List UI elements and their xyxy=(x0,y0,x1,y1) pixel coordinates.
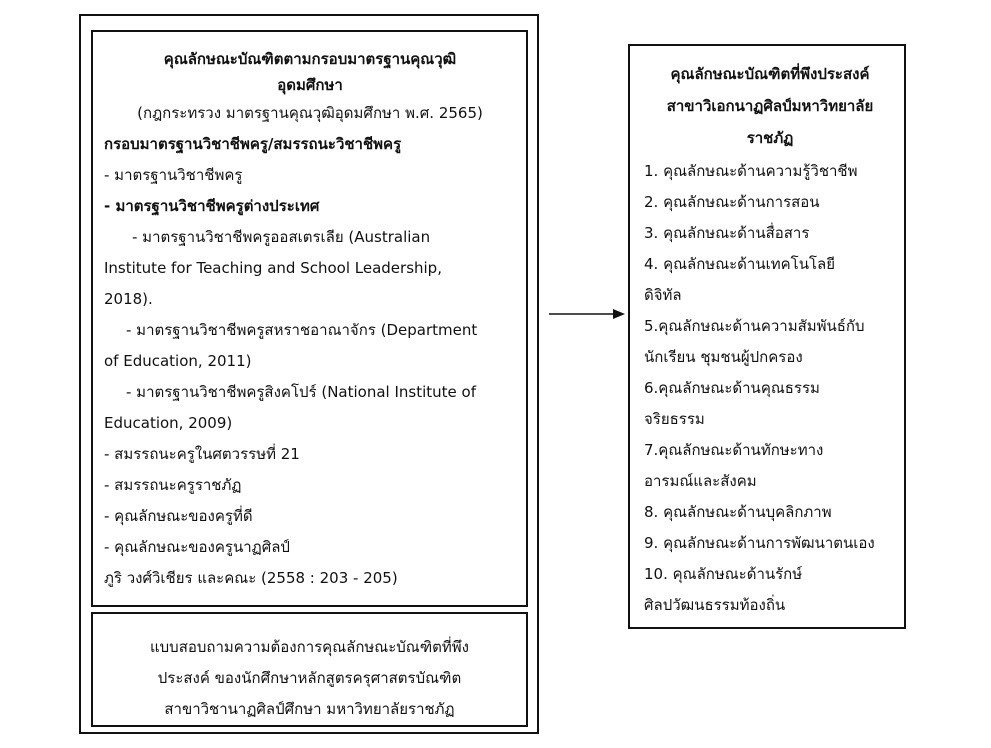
characteristic-line: 2. คุณลักษณะด้านการสอน xyxy=(644,193,820,211)
characteristic-line: ศิลปวัฒนธรรมท้องถิ่น xyxy=(644,596,786,614)
aus-line-3: 2018). xyxy=(104,290,153,308)
uk-line-1: - มาตรฐานวิชาชีพครูสหราชอาณาจักร (Department xyxy=(126,321,478,339)
questionnaire-line-3: สาขาวิชานาฏศิลป์ศึกษา มหาวิทยาลัยราชภัฏ xyxy=(164,700,455,718)
characteristic-line: อารมณ์และสังคม xyxy=(644,472,757,490)
characteristic-line: 3. คุณลักษณะด้านสื่อสาร xyxy=(644,224,810,242)
questionnaire-line-1: แบบสอบถามความต้องการคุณลักษณะบัณฑิตที่พึง xyxy=(149,638,469,656)
characteristic-line: 5.คุณลักษณะด้านความสัมพันธ์กับ xyxy=(644,317,865,335)
characteristic-line: จริยธรรม xyxy=(644,410,705,428)
characteristic-line: นักเรียน ชุมชนผู้ปกครอง xyxy=(644,348,803,366)
characteristic-line: 9. คุณลักษณะด้านการพัฒนาตนเอง xyxy=(644,534,875,552)
desired-characteristics-box xyxy=(628,44,906,629)
rajabhat-item: - สมรรถนะครูราชภัฏ xyxy=(104,476,242,494)
characteristic-line: 7.คุณลักษณะด้านทักษะทาง xyxy=(644,441,824,459)
right-title-line-1: คุณลักษณะบัณฑิตที่พึงประสงค์ xyxy=(670,65,870,83)
framework-heading: กรอบมาตรฐานวิชาชีพครู/สมรรถนะวิชาชีพครู xyxy=(104,135,402,153)
right-title-line-3: ราชภัฏ xyxy=(746,129,794,147)
questionnaire-box xyxy=(91,612,528,727)
left-title-line-1: คุณลักษณะบัณฑิตตามกรอบมาตรฐานคุณวุฒิ xyxy=(163,50,457,68)
std-foreign-item: - มาตรฐานวิชาชีพครูต่างประเทศ xyxy=(104,197,320,215)
art-teacher-item: - คุณลักษณะของครูนาฏศิลป์ xyxy=(104,538,290,556)
left-title-line-2: อุดมศึกษา xyxy=(277,76,343,94)
questionnaire-line-2: ประสงค์ ของนักศึกษาหลักสูตรครุศาสตรบัณฑิต xyxy=(157,669,462,687)
good-teacher-item: - คุณลักษณะของครูที่ดี xyxy=(104,507,253,525)
characteristic-line: 10. คุณลักษณะด้านรักษ์ xyxy=(644,565,803,583)
aus-line-2: Institute for Teaching and School Leadership, xyxy=(104,259,442,277)
c21-item: - สมรรถนะครูในศตวรรษที่ 21 xyxy=(104,445,300,463)
characteristic-line: 1. คุณลักษณะด้านความรู้วิชาชีพ xyxy=(644,162,858,180)
right-title-line-2: สาขาวิเอกนาฏศิลป์มหาวิทยาลัย xyxy=(666,97,874,115)
characteristic-line: 8. คุณลักษณะด้านบุคลิกภาพ xyxy=(644,503,832,521)
sg-line-1: - มาตรฐานวิชาชีพครูสิงคโปร์ (National Institute of xyxy=(126,383,476,401)
citation: ภูริ วงศ์วิเชียร และคณะ (2558 : 203 - 205) xyxy=(104,569,398,587)
std-teacher-item: - มาตรฐานวิชาชีพครู xyxy=(104,166,243,184)
graduate-standards-box xyxy=(91,30,528,607)
aus-line-1: - มาตรฐานวิชาชีพครูออสเตรเลีย (Australian xyxy=(132,228,431,246)
characteristic-line: 4. คุณลักษณะด้านเทคโนโลยี xyxy=(644,255,835,273)
characteristic-line: 6.คุณลักษณะด้านคุณธรรม xyxy=(644,379,820,397)
uk-line-2: of Education, 2011) xyxy=(104,352,252,370)
characteristic-line: ดิจิทัล xyxy=(644,286,682,304)
sg-line-2: Education, 2009) xyxy=(104,414,233,432)
left-subtitle: (กฎกระทรวง มาตรฐานคุณวุฒิอุดมศึกษา พ.ศ. 2565) xyxy=(137,104,483,122)
arrow-right-icon xyxy=(549,306,625,322)
